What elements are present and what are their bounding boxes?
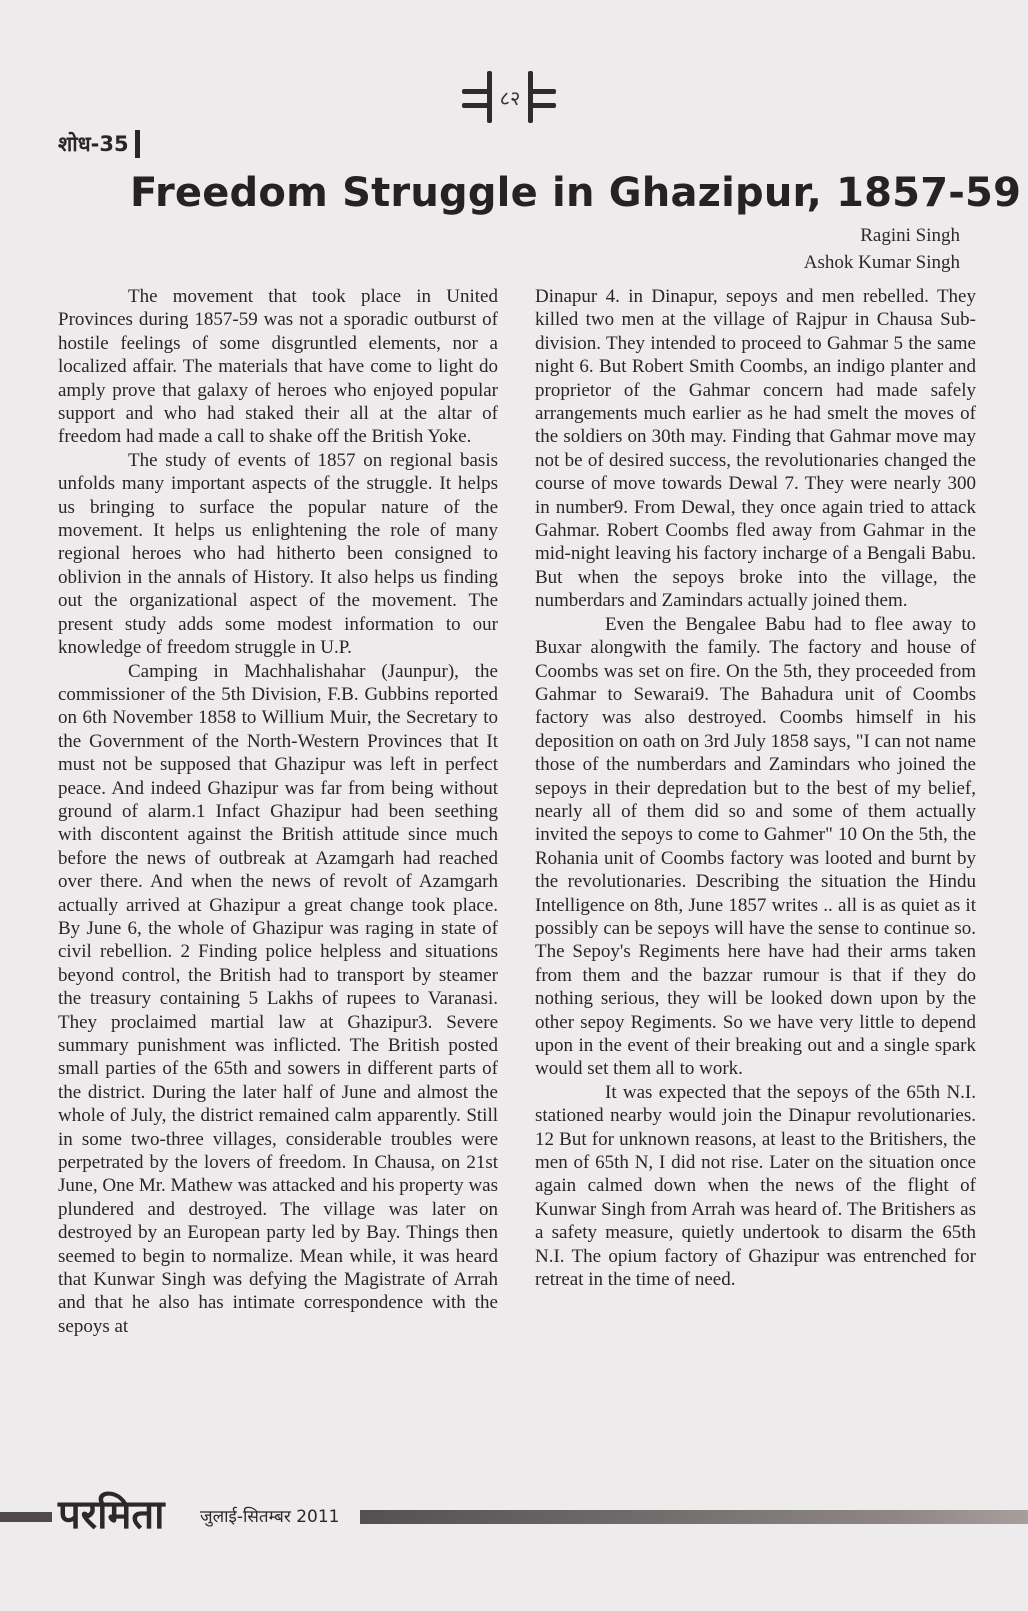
paragraph: Dinapur 4. in Dinapur, sepoys and men rebelled. They killed two men at the village of Rajpur in Chausa Sub-division. They intended to proceed to Gahmar 5 the same night 6. But Robert Smith Coombs, an indigo planter and proprietor of the Gahmar concern had made safely arrangements much earlier as he had smelt the moves of the soldiers on 30th may. Finding that Gahmar move may not be of desired success, the revolutionaries changed the course of move towards Dewal 7. They were nearly 300 in number9. From Dewal, they once again tried to attack Gahmar. Robert Coombs fled away from Gahmar in the mid-night leaving his factory incharge of a Bengali Babu. But when the sepoys broke into the village, the numberdars and Zamindars actually joined them. (535, 286, 976, 612)
magazine-name: परमिता (58, 1492, 165, 1538)
footer-band (360, 1510, 1028, 1524)
ornament-icon (528, 71, 558, 123)
section-label: शोध-35 (58, 130, 140, 158)
left-column (58, 285, 498, 1338)
paragraph: Even the Bengalee Babu had to flee away to Buxar alongwith the family. The factory and house of Coombs was set on fire. On the 5th, they proceeded from Gahmar to Sewarai9. The Bahadura unit of Coombs factory was also destroyed. Coombs himself in his deposition on oath on 3rd July 1858 says, "I can not name those of the numberdars and Zamindars who joined the sepoys in their depredation but to the best of my belief, nearly all of them did so and some of them actually invited the sepoys to come to Gahmer" 10 On the 5th, the Rohania unit of Coombs factory was looted and burnt by the revolutionaries. Describing the situation the Hindu Intelligence on 8th, June 1857 writes .. all is as quiet as it possibly can be sepoys will have the sense to continue so. The Sepoy's Regiments here have had their arms taken from them and the bazzar rumour is that if they do nothing serious, they will be looked down upon by the other sepoy Regiments. So we have very little to depend upon in the event of their breaking out and a single spark would set them all to work. (535, 613, 976, 1080)
author-name: Ashok Kumar Singh (803, 252, 960, 273)
right-column (535, 285, 976, 1291)
paragraph: The movement that took place in United Provinces during 1857-59 was not a sporadic outburst of hostile feelings of some disgruntled elements, nor a localized affair. The materials that have come to light do amply prove that galaxy of heroes who enjoyed popular support and who had staked their all at the altar of freedom had made a call to shake off the British Yoke. (58, 286, 498, 448)
paragraph: Camping in Machhalishahar (Jaunpur), the commissioner of the 5th Division, F.B. Gubbins reported on 6th November 1858 to Willium Muir, the Secretary to the Government of the North-Western Provinces that It must not be supposed that Ghazipur was left in perfect peace. And indeed Ghazipur was far from being without ground of alarm.1 Infact Ghazipur had been seething with discontent against the British attitude since much before the news of outbreak at Azamgarh had reached over there. And when the news of revolt of Azamgarh actually arrived at Ghazipur a great change took place. By June 6, the whole of Ghazipur was raging in state of civil rebellion. 2 Finding police helpless and situations beyond control, the British had to transport by steamer the treasury containing 5 Lakhs of rupees to Varanasi. They proclaimed martial law at Ghazipur3. Severe summary punishment was inflicted. The British posted small parties of the 65th and sowers in different parts of the district. During the later half of June and almost the whole of July, the district remained calm apparently. Still in some two-three villages, considerable troubles were perpetrated by the lovers of freedom. In Chausa, on 21st June, One Mr. Mathew was attacked and his property was plundered and destroyed. The village was later on destroyed by an European party led by Bay. Things then seemed to begin to normalize. Mean while, it was heard that Kunwar Singh was defying the Magistrate of Arrah and that he also has intimate correspondence with the sepoys at (58, 660, 498, 1337)
issue-date: जुलाई-सितम्बर 2011 (200, 1507, 340, 1527)
paragraph: The study of events of 1857 on regional basis unfolds many important aspects of the struggle. It helps us bringing to surface the popular nature of the movement. It helps us enlightening the role of many regional heroes who had hitherto been consigned to oblivion in the annals of History. It also helps us finding out the organizational aspect of the movement. The present study adds some modest information to our knowledge of freedom struggle in U.P. (58, 449, 498, 659)
page-number-text: ८२ (499, 85, 521, 110)
page-footer (0, 1490, 1028, 1540)
author-list (804, 222, 960, 276)
paragraph: It was expected that the sepoys of the 65th N.I. stationed nearby would join the Dinapur revolutionaries. 12 But for unknown reasons, at least to the Britishers, the men of 65th N, I did not rise. Later on the situation once again calmed down when the news of the flight of Kunwar Singh from Arrah was heard of. The Britishers as a safety measure, quietly undertook to disarm the 65th N.I. The opium factory of Ghazipur was entrenched for retreat in the time of need. (535, 1081, 976, 1291)
article-title: Freedom Struggle in Ghazipur, 1857-59 (130, 170, 1022, 216)
page-number (430, 62, 590, 132)
ornament-icon (462, 71, 492, 123)
footer-rule (0, 1512, 52, 1522)
author-name: Ragini Singh (860, 225, 960, 246)
